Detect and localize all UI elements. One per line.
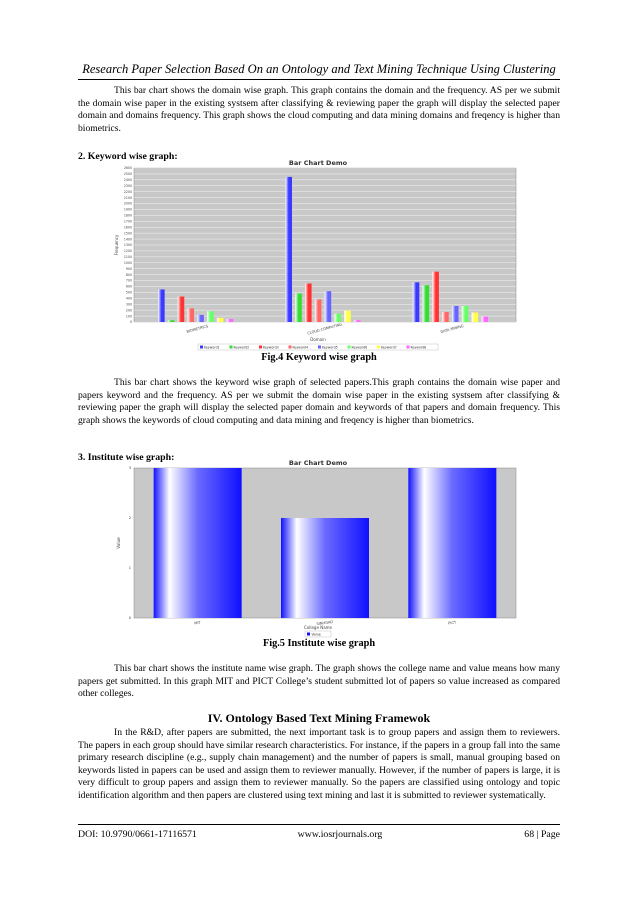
keyword-chart xyxy=(112,160,524,355)
chart1-y-tick-label: 1900 xyxy=(123,207,132,212)
chart1-y-tick-label: 2500 xyxy=(123,172,132,177)
chart1-y-tick-label: 2300 xyxy=(123,183,132,188)
domain-description-text: This bar chart shows the domain wise graph. This graph contains the domain and the frequency. AS per we submit the domain wise paper in the existing systsem after classifying & reviewing paper the graph will display the selected paper domain and domains frequency. This graph shows the cloud computing and data mining domains and freqency is higher than biometrics. xyxy=(78,85,560,134)
chart1-bar xyxy=(452,306,459,322)
chart1-bar xyxy=(187,308,194,322)
ontology-description xyxy=(78,727,560,803)
chart1-legend-swatch xyxy=(289,346,292,349)
domain-description xyxy=(78,85,560,135)
chart1-legend-label: Keyword7 xyxy=(381,345,397,350)
keyword-section-heading: 2. Keyword wise graph: xyxy=(78,151,178,162)
chart1-legend-swatch xyxy=(377,346,380,349)
chart1-bar xyxy=(413,282,420,322)
chart1-category-label: DATA MINING xyxy=(440,324,465,335)
header-rule xyxy=(78,79,560,80)
chart1-bar xyxy=(285,177,292,322)
chart1-legend-label: Keyword4 xyxy=(292,345,309,350)
chart1-y-tick-label: 2600 xyxy=(123,166,132,171)
chart1-y-tick-label: 1400 xyxy=(123,237,132,242)
chart1-y-tick-label: 600 xyxy=(125,284,132,289)
institute-description-text: This bar chart shows the institute name wise graph. The graph shows the college name and value means how many papers get submitted. In this graph MIT and PICT College’s student submitted lot of papers so value increased as compared other colleges. xyxy=(78,663,560,700)
chart1-legend-swatch xyxy=(348,346,351,349)
chart2-y-axis-label: Value xyxy=(116,537,121,549)
chart2-x-axis-label: College Name xyxy=(304,625,332,630)
keyword-description xyxy=(78,377,560,427)
chart1-bar xyxy=(315,299,322,322)
chart1-category-label: BIOMETRICS xyxy=(186,324,209,334)
chart1-y-tick-label: 200 xyxy=(125,308,132,313)
running-title: Research Paper Selection Based On an Ontology and Text Mining Technique Using Clustering xyxy=(82,62,556,76)
chart2-y-tick-label: 0 xyxy=(128,616,131,621)
chart1-bar xyxy=(442,312,449,322)
footer-doi: DOI: 10.9790/0661-17116571 xyxy=(78,829,197,840)
fig5-caption: Fig.5 Institute wise graph xyxy=(262,638,376,649)
chart1-legend-label: Keyword8 xyxy=(410,345,427,350)
chart1-bar xyxy=(217,318,224,322)
chart2-bar xyxy=(281,518,369,618)
chart1-legend-label: Keyword2 xyxy=(233,345,250,350)
chart2-legend-label: Value xyxy=(311,632,321,637)
chart1-y-tick-label: 300 xyxy=(125,302,132,307)
institute-section-heading: 3. Institute wise graph: xyxy=(78,452,175,463)
chart2-y-tick-label: 3 xyxy=(128,466,131,471)
chart1-y-tick-label: 1100 xyxy=(123,255,132,260)
chart1-y-tick-label: 100 xyxy=(125,314,132,319)
chart1-y-tick-label: 1800 xyxy=(123,213,132,218)
chart1-y-tick-label: 0 xyxy=(129,320,132,325)
chart1-bar xyxy=(344,311,351,322)
chart1-bar xyxy=(168,320,175,322)
chart2-legend-swatch xyxy=(307,633,310,636)
chart1-category-label: CLOUD COMPUTING xyxy=(306,322,343,336)
chart1-y-tick-label: 2200 xyxy=(123,189,132,194)
chart1-bar xyxy=(227,319,234,322)
chart1-y-tick-label: 2400 xyxy=(123,178,132,183)
chart1-x-axis-label: Domain xyxy=(310,337,326,342)
chart1-bar xyxy=(295,294,302,322)
chart2-y-tick-label: 2 xyxy=(128,516,131,521)
footer-rule xyxy=(78,824,560,825)
chart1-bar xyxy=(158,289,165,322)
chart1-y-tick-label: 400 xyxy=(125,296,132,301)
chart1-legend-label: Keyword3 xyxy=(263,345,279,350)
chart1-y-tick-label: 800 xyxy=(125,272,132,277)
footer-site: www.iosrjournals.org xyxy=(297,829,383,840)
chart1-y-tick-label: 900 xyxy=(125,266,132,271)
chart2-bar xyxy=(408,468,496,618)
chart1-bar xyxy=(432,272,439,322)
chart1-legend-swatch xyxy=(200,346,203,349)
institute-chart xyxy=(112,460,524,640)
chart1-y-tick-label: 700 xyxy=(125,278,132,283)
chart1-title: Bar Chart Demo xyxy=(288,160,348,167)
chart1-y-tick-label: 2000 xyxy=(123,201,132,206)
chart1-bar xyxy=(334,314,341,322)
keyword-description-text: This bar chart shows the keyword wise graph of selected papers.This graph contains the domain wise paper and papers keyword and the frequency. AS per we submit the domain wise paper in the existing systsem after classifying & reviewing paper the graph will display the selected paper domain and keywords of that papers and domain frequency. This graph shows the keywords of cloud computing and data mining and freqency is higher than biometrics. xyxy=(78,377,560,426)
chart1-legend-label: Keyword6 xyxy=(351,345,368,350)
chart1-y-tick-label: 1700 xyxy=(123,219,132,224)
chart2-y-tick-label: 1 xyxy=(128,566,131,571)
chart1-bar xyxy=(481,317,488,322)
chart1-bar xyxy=(305,284,312,323)
chart1-y-tick-label: 2100 xyxy=(123,195,132,200)
chart1-bar xyxy=(354,320,361,322)
chart2-title: Bar Chart Demo xyxy=(288,460,348,467)
chart2-bar xyxy=(154,468,242,618)
chapter-heading: IV. Ontology Based Text Mining Framewok xyxy=(207,711,431,725)
chart1-bar xyxy=(462,306,469,322)
chart1-legend-label: Keyword5 xyxy=(322,345,338,350)
chart1-y-tick-label: 500 xyxy=(125,290,132,295)
chart1-legend-swatch xyxy=(230,346,233,349)
chart1-legend-swatch xyxy=(318,346,321,349)
chart1-y-tick-label: 1500 xyxy=(123,231,132,236)
chart1-bar xyxy=(178,297,185,322)
institute-description xyxy=(78,663,560,701)
chart1-legend-swatch xyxy=(407,346,410,349)
chart1-y-tick-label: 1000 xyxy=(123,260,132,265)
chart1-y-tick-label: 1300 xyxy=(123,243,132,248)
chart1-legend-label: Keyword1 xyxy=(204,345,220,350)
chart1-bar xyxy=(197,315,204,322)
chart2-category-label: PICT xyxy=(447,620,457,626)
chart2-category-label: SINHGAD xyxy=(316,619,334,627)
chart2-category-label: MIT xyxy=(194,620,201,626)
chart1-y-tick-label: 1200 xyxy=(123,249,132,254)
chart1-y-tick-label: 1600 xyxy=(123,225,132,230)
chart1-bar xyxy=(423,285,430,322)
ontology-description-text: In the R&D, after papers are submitted, the next important task is to group papers and assign them to reviewers. The papers in each group should have similar research characteristics. For instance, if the papers in a group fall into the same primary research discipline (e.g., supply chain management) and the number of papers is small, manual grouping based on keywords listed in papers can be used and assign them to reviewer manually. However, if the number of papers is large, it is very difficult to group papers and assign them to reviewer manually. So the papers are classified using ontology and topic identification algorithm and then papers are clustered using text mining and last it is submitted to reviewer systematically. xyxy=(78,727,560,801)
chart1-bar xyxy=(325,291,332,322)
chart1-y-axis-label: Frequency xyxy=(114,234,119,256)
chart1-bar xyxy=(472,313,479,322)
chart1-bar xyxy=(207,311,214,322)
footer-page: 68 | Page xyxy=(524,829,560,840)
chart1-legend-swatch xyxy=(259,346,262,349)
fig4-caption: Fig.4 Keyword wise graph xyxy=(261,352,377,363)
